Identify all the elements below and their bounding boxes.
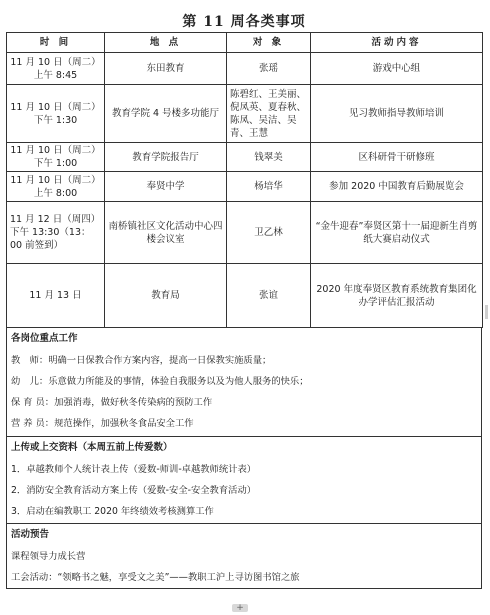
preview-heading: 活动预告 bbox=[11, 529, 50, 540]
focus-line: 教 师：明确一日保教合作方案内容，提高一日保教实施质量； bbox=[11, 355, 272, 366]
target-cell: 张谊 bbox=[227, 264, 311, 328]
place-cell: 教育学院报告厅 bbox=[105, 143, 227, 172]
schedule-table bbox=[6, 32, 483, 328]
target-cell: 张瑶 bbox=[227, 53, 311, 85]
content-cell: 见习教师指导教师培训 bbox=[311, 85, 483, 143]
notes-box bbox=[6, 328, 482, 589]
target-cell: 钱翠美 bbox=[227, 143, 311, 172]
scroll-handle[interactable]: + bbox=[232, 604, 248, 612]
page-title: 第 11 周各类事项 bbox=[182, 14, 306, 30]
time-cell: 11 月 10 日（周二） 下午 1:30 bbox=[7, 85, 105, 143]
content-cell: 区科研骨干研修班 bbox=[311, 143, 483, 172]
focus-section bbox=[7, 328, 481, 436]
table-row bbox=[7, 202, 483, 264]
header-time: 时 间 bbox=[7, 33, 105, 53]
focus-line: 幼 儿：乐意做力所能及的事情，体验自我服务以及为他人服务的快乐； bbox=[11, 376, 309, 387]
time-cell: 11 月 10 日（周二） 上午 8:45 bbox=[7, 53, 105, 85]
target-cell: 杨培华 bbox=[227, 172, 311, 202]
place-cell: 南桥镇社区文化活动中心四楼会议室 bbox=[105, 202, 227, 264]
content-cell: 参加 2020 中国教育后勤展览会 bbox=[311, 172, 483, 202]
target-cell: 陈碧红、王美丽、倪凤英、夏春秋、陈凤、吴洁、吴青、王慧 bbox=[227, 85, 311, 143]
table-header-row bbox=[7, 33, 483, 53]
time-cell: 11 月 13 日 bbox=[7, 264, 105, 328]
content-cell: “金牛迎春”奉贤区第十一届迎新生肖剪纸大赛启动仪式 bbox=[311, 202, 483, 264]
content-cell: 2020 年度奉贤区教育系统教育集团化办学评估汇报活动 bbox=[311, 264, 483, 328]
time-cell: 11 月 10 日（周二） 上午 8:00 bbox=[7, 172, 105, 202]
header-content: 活动内容 bbox=[311, 33, 483, 53]
focus-line: 营 养 员：规范操作，加强秋冬食品安全工作 bbox=[11, 418, 194, 429]
upload-heading: 上传或上交资料（本周五前上传爱数） bbox=[11, 442, 173, 453]
place-cell: 教育学院 4 号楼多功能厅 bbox=[105, 85, 227, 143]
preview-section bbox=[7, 523, 481, 588]
document-page bbox=[6, 0, 482, 589]
target-cell: 卫乙林 bbox=[227, 202, 311, 264]
preview-line: 工会活动：“领略书之魅，享受文之美”——教职工沪上寻访图书馆之旅 bbox=[11, 572, 300, 583]
upload-line: 3．启动在编教职工 2020 年终绩效考核测算工作 bbox=[11, 506, 214, 517]
place-cell: 东田教育 bbox=[105, 53, 227, 85]
side-scroll-marker[interactable] bbox=[485, 305, 488, 319]
header-place: 地 点 bbox=[105, 33, 227, 53]
preview-line: 课程领导力成长营 bbox=[11, 551, 86, 562]
table-row bbox=[7, 85, 483, 143]
table-row bbox=[7, 143, 483, 172]
table-row bbox=[7, 53, 483, 85]
upload-section bbox=[7, 436, 481, 523]
upload-line: 1．卓越教师个人统计表上传（爱数-师训-卓越教师统计表） bbox=[11, 464, 257, 475]
table-row bbox=[7, 264, 483, 328]
time-cell: 11 月 12 日（周四） 下午 13:30（13：00 前签到） bbox=[7, 202, 105, 264]
header-target: 对 象 bbox=[227, 33, 311, 53]
focus-line: 保 育 员：加强消毒，做好秋冬传染病的预防工作 bbox=[11, 397, 213, 408]
upload-line: 2．消防安全教育活动方案上传（爱数-安全-安全教育活动） bbox=[11, 485, 257, 496]
table-row bbox=[7, 172, 483, 202]
content-cell: 游戏中心组 bbox=[311, 53, 483, 85]
focus-heading: 各岗位重点工作 bbox=[11, 333, 78, 344]
time-cell: 11 月 10 日（周二） 下午 1:00 bbox=[7, 143, 105, 172]
place-cell: 奉贤中学 bbox=[105, 172, 227, 202]
place-cell: 教育局 bbox=[105, 264, 227, 328]
